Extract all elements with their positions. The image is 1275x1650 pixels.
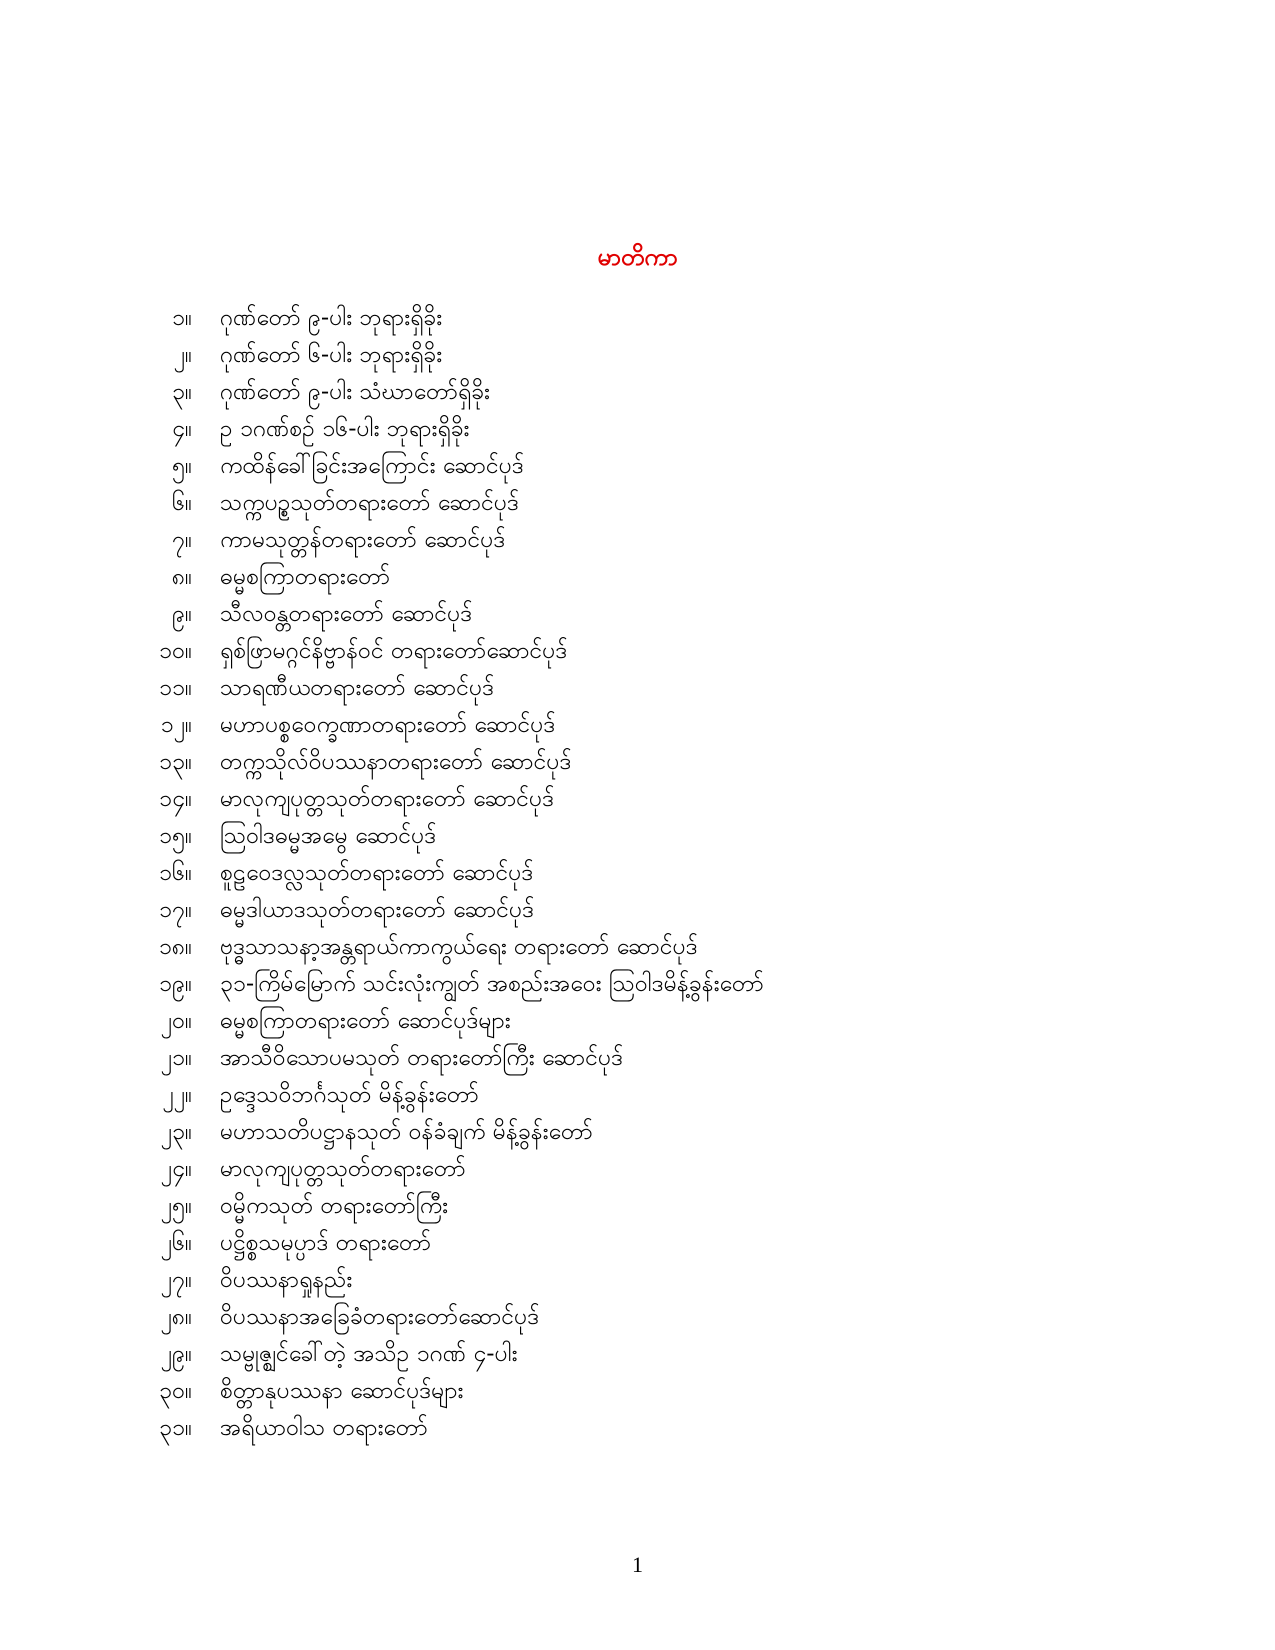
toc-entry-title: အရိယာဝါသ တရားတော်: [220, 1415, 428, 1441]
toc-entry: [130, 633, 1130, 670]
toc-entry-number: ၆။: [172, 490, 192, 516]
toc-entry: [130, 1373, 1130, 1410]
toc-entry: [130, 892, 1130, 929]
toc-entry-number: ၁၂။: [160, 712, 192, 738]
toc-entry: [130, 596, 1130, 633]
toc-entry-title: ဩဝါဒဓမ္မအမွေ ဆောင်ပုဒ်: [220, 823, 437, 849]
toc-entry: [130, 1225, 1130, 1262]
toc-entry: [130, 966, 1130, 1003]
toc-entry-number: ၁၅။: [159, 823, 192, 849]
toc-entry: [130, 337, 1130, 374]
toc-entry-title: ကထိန်ခေါ်ခြင်းအကြောင်း ဆောင်ပုဒ်: [220, 453, 524, 479]
toc-entry-title: ဥ ၁ဂဏ်စဉ် ၁၆-ပါး ဘုရားရှိခိုး: [220, 416, 470, 442]
toc-entry: [130, 1336, 1130, 1373]
toc-entry-title: သာရဏီယတရားတော် ဆောင်ပုဒ်: [220, 675, 495, 701]
toc-entry-title: ဝမ္မိကသုတ် တရားတော်ကြီး: [220, 1193, 448, 1219]
toc-entry-title: ကာမသုတ္တန်တရားတော် ဆောင်ပုဒ်: [220, 527, 506, 553]
toc-entry-number: ၇။: [172, 527, 192, 553]
toc-entry-title: ဓမ္မစကြာတရားတော်: [220, 564, 391, 590]
toc-entry-number: ၁၈။: [158, 934, 192, 960]
toc-entry: [130, 1188, 1130, 1225]
toc-entry-number: ၃။: [172, 379, 192, 405]
toc-entry-number: ၂၆။: [160, 1230, 192, 1256]
toc-entry: [130, 1040, 1130, 1077]
toc-entry-number: ၉။: [172, 601, 192, 627]
toc-entry-title: သီလဝန္တတရားတော် ဆောင်ပုဒ်: [220, 601, 473, 627]
toc-entry-title: အာသီဝိသောပမသုတ် တရားတော်ကြီး ဆောင်ပုဒ်: [220, 1045, 624, 1071]
toc-entry-number: ၈။: [171, 564, 192, 590]
toc-entry-title: ဝိပဿနာရှုနည်း: [220, 1267, 353, 1293]
toc-entry-title: စိတ္တာနုပဿနာ ဆောင်ပုဒ်များ: [220, 1378, 464, 1404]
page-number: 1: [632, 1552, 643, 1577]
toc-entry: [130, 374, 1130, 411]
toc-entry-title: ဂုဏ်တော် ၆-ပါး ဘုရားရှိခိုး: [220, 342, 443, 368]
toc-entry: [130, 855, 1130, 892]
toc-entry: [130, 485, 1130, 522]
toc-entry-number: ၂၂။: [162, 1082, 192, 1108]
toc-entry-title: ဂုဏ်တော် ၉-ပါး သံဃာတော်ရှိခိုး: [220, 379, 490, 405]
toc-entry-title: မာလုကျပုတ္တသုတ်တရားတော်: [220, 1156, 466, 1182]
toc-entry: [130, 300, 1130, 337]
toc-entry: [130, 1114, 1130, 1151]
toc-entry-title: မာလုကျပုတ္တသုတ်တရားတော် ဆောင်ပုဒ်: [220, 786, 555, 812]
toc-entry: [130, 448, 1130, 485]
toc-entry-title: တက္ကသိုလ်ဝိပဿနာတရားတော် ဆောင်ပုဒ်: [220, 749, 572, 775]
toc-entry-title: မဟာပစ္စဝေက္ခဏာတရားတော် ဆောင်ပုဒ်: [220, 712, 556, 738]
toc-entry-title: ၃၁-ကြိမ်မြောက် သင်းလုံးကျွတ် အစည်းအဝေး ဩဝါဒမိန့်ခွန်းတော်: [220, 971, 764, 997]
toc-entry-number: ၁၁။: [159, 675, 192, 701]
toc-entry: [130, 1151, 1130, 1188]
toc-entry-title: စူဠဝေဒလ္လသုတ်တရားတော် ဆောင်ပုဒ်: [220, 860, 534, 886]
toc-entry: [130, 707, 1130, 744]
toc-entry-title: ရှစ်ဖြာမဂ္ဂင်နိဗ္ဗာန်ဝင် တရားတော်ဆောင်ပုဒ်: [220, 638, 568, 664]
toc-entry: [130, 559, 1130, 596]
toc-entry-number: ၁၇။: [159, 897, 192, 923]
toc-entry: [130, 522, 1130, 559]
toc-entry-number: ၁။: [172, 305, 192, 331]
toc-entry-title: ဗုဒ္ဓသာသနာ့အန္တရာယ်ကာကွယ်ရေး တရားတော် ဆောင်ပုဒ်: [220, 934, 698, 960]
toc-entry-number: ၂၀။: [160, 1008, 192, 1034]
toc-entry: [130, 1299, 1130, 1336]
toc-entry-title: ပဋ္ဌိစ္စသမုပ္ပာဒ် တရားတော်: [220, 1230, 432, 1256]
toc-entry-number: ၂၁။: [160, 1045, 192, 1071]
toc-entry-number: ၂၉။: [160, 1341, 192, 1367]
toc-entry-title: ဓမ္မဒါယာဒသုတ်တရားတော် ဆောင်ပုဒ်: [220, 897, 535, 923]
toc-title: မာတိကာ: [597, 243, 678, 271]
toc-entry-title: ဂုဏ်တော် ၉-ပါး ဘုရားရှိခိုး: [220, 305, 443, 331]
table-of-contents: [130, 300, 1130, 1447]
toc-entry: [130, 781, 1130, 818]
toc-entry-number: ၅။: [172, 453, 192, 479]
toc-entry-number: ၃၀။: [159, 1378, 192, 1404]
toc-entry-title: ဓမ္မစကြာတရားတော် ဆောင်ပုဒ်များ: [220, 1008, 511, 1034]
toc-entry-title: ဝိပဿနာအခြေခံတရားတော်ဆောင်ပုဒ်: [220, 1304, 540, 1330]
toc-entry-number: ၂၇။: [160, 1267, 192, 1293]
toc-entry-number: ၁၃။: [159, 749, 192, 775]
toc-entry-number: ၁၉။: [159, 971, 192, 997]
toc-entry: [130, 411, 1130, 448]
toc-entry-number: ၂၃။: [160, 1119, 192, 1145]
toc-entry-number: ၃၁။: [159, 1415, 192, 1441]
toc-entry-title: သက္ကပဥ္စသုတ်တရားတော် ဆောင်ပုဒ်: [220, 490, 519, 516]
toc-entry-number: ၂၈။: [160, 1304, 192, 1330]
toc-entry: [130, 744, 1130, 781]
toc-entry-title: သမ္ဗုဇ္ဈင်ခေါ်တဲ့ အသိဥ ၁ဂဏ် ၄-ပါး: [220, 1341, 518, 1367]
toc-entry-number: ၄။: [172, 416, 192, 442]
toc-entry-title: မဟာသတိပဋ္ဌာနသုတ် ဝန်ခံချက် မိန့်ခွန်းတော်: [220, 1119, 593, 1145]
toc-entry: [130, 670, 1130, 707]
toc-entry-number: ၂၄။: [160, 1156, 192, 1182]
toc-entry-number: ၁၆။: [159, 860, 192, 886]
toc-entry: [130, 818, 1130, 855]
toc-entry: [130, 1262, 1130, 1299]
toc-entry: [130, 1410, 1130, 1447]
toc-entry: [130, 1003, 1130, 1040]
toc-entry-number: ၂။: [173, 342, 192, 368]
toc-entry-number: ၂၅။: [160, 1193, 192, 1219]
toc-entry-title: ဥဒ္ဒေသဝိဘင်္ဂသုတ် မိန့်ခွန်းတော်: [220, 1082, 479, 1108]
toc-entry-number: ၁၀။: [159, 638, 192, 664]
toc-entry: [130, 929, 1130, 966]
toc-entry: [130, 1077, 1130, 1114]
toc-entry-number: ၁၄။: [159, 786, 192, 812]
